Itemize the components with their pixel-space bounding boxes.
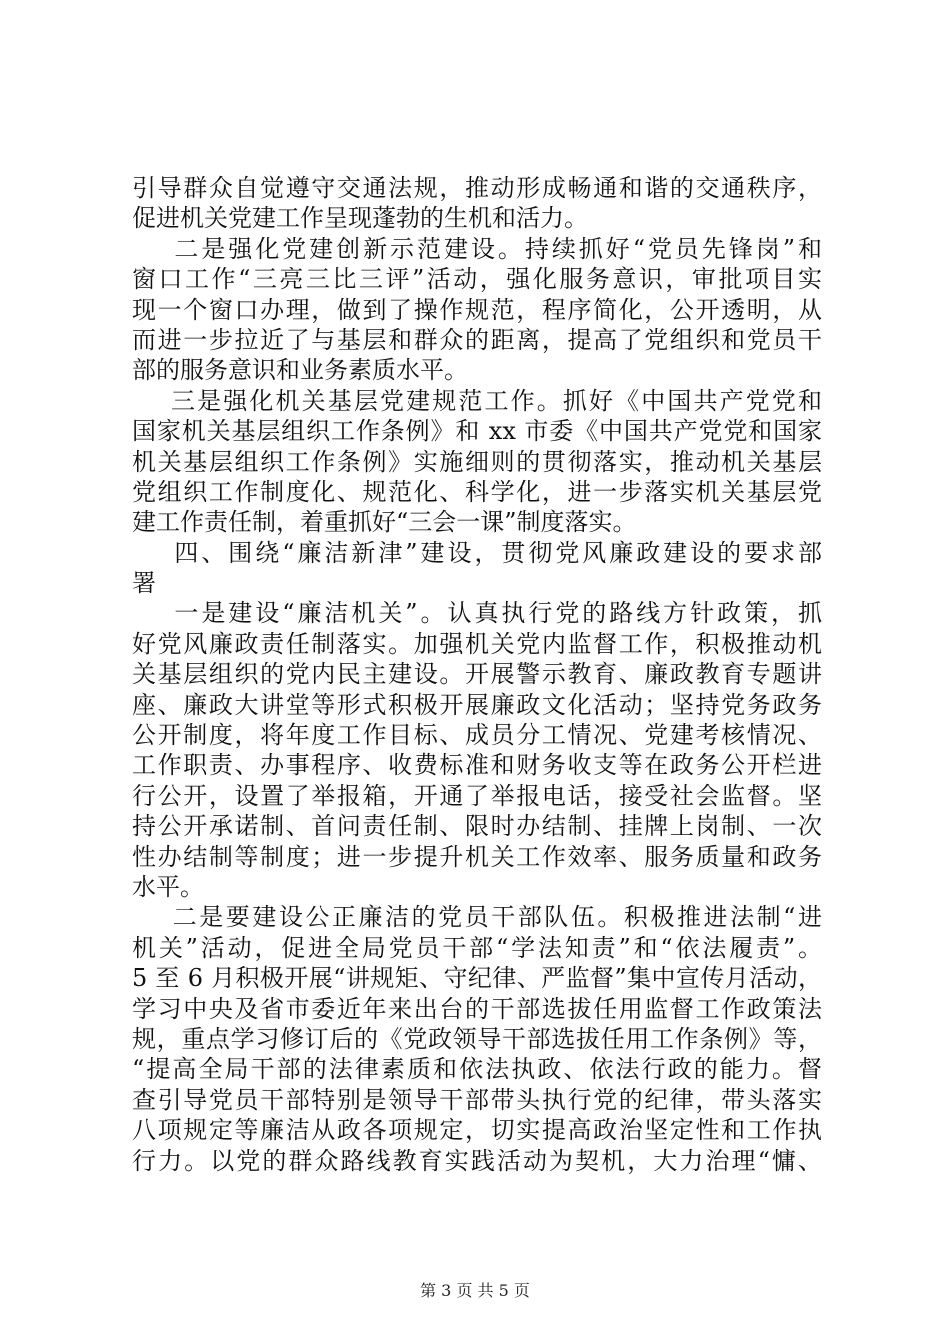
- text-line: 座、廉政大讲堂等形式积极开展廉政文化活动；坚持党务政务: [132, 690, 822, 719]
- text-line: 部的服务意识和业务素质水平。: [132, 356, 468, 385]
- text-line: 规，重点学习修订后的《党政领导干部选拔任用工作条例》等，: [132, 1024, 822, 1053]
- text-line: 关基层组织的党内民主建设。开展警示教育、廉政教育专题讲: [132, 660, 822, 689]
- text-line: 持公开承诺制、首问责任制、限时办结制、挂牌上岗制、一次: [132, 812, 822, 841]
- text-line: 水平。: [132, 872, 204, 901]
- text-line: 署: [132, 569, 156, 598]
- text-line: 引导群众自觉遵守交通法规，推动形成畅通和谐的交通秩序，: [132, 174, 822, 202]
- text-line: 一是建设“廉洁机关”。认真执行党的路线方针政策，抓: [132, 599, 822, 628]
- text-line: 促进机关党建工作呈现蓬勃的生机和活力。: [132, 204, 588, 233]
- text-line: 窗口工作“三亮三比三评”活动，强化服务意识，审批项目实: [132, 265, 822, 294]
- text-line: 5 至 6 月积极开展“讲规矩、守纪律、严监督”集中宣传月活动，: [132, 964, 822, 993]
- text-line: 国家机关基层组织工作条例》和 xx 市委《中国共产党党和国家: [132, 417, 822, 446]
- text-line: “提高全局干部的法律素质和依法执政、依法行政的能力。督: [132, 1055, 822, 1084]
- text-line: 行公开，设置了举报箱，开通了举报电话，接受社会监督。坚: [132, 781, 822, 810]
- text-line: 公开制度，将年度工作目标、成员分工情况、党建考核情况、: [132, 721, 822, 750]
- text-line: 现一个窗口办理，做到了操作规范，程序简化，公开透明，从: [132, 295, 822, 324]
- text-line: 党组织工作制度化、规范化、科学化，进一步落实机关基层党: [132, 477, 822, 506]
- text-line: 八项规定等廉洁从政各项规定，切实提高政治坚定性和工作执: [132, 1116, 822, 1145]
- text-line: 二是要建设公正廉洁的党员干部队伍。积极推进法制“进: [132, 903, 822, 932]
- text-line: 查引导党员干部特别是领导干部带头执行党的纪律，带头落实: [132, 1085, 822, 1114]
- text-line: 二是强化党建创新示范建设。持续抓好“党员先锋岗”和: [132, 234, 822, 263]
- text-line: 机关”活动，促进全局党员干部“学法知责”和“依法履责”。: [132, 933, 822, 962]
- text-line: 而进一步拉近了与基层和群众的距离，提高了党组织和党员干: [132, 325, 822, 354]
- text-line: 好党风廉政责任制落实。加强机关党内监督工作，积极推动机: [132, 629, 822, 658]
- text-line: 四、围绕“廉洁新津”建设，贯彻党风廉政建设的要求部: [132, 538, 822, 567]
- text-line: 三是强化机关基层党建规范工作。抓好《中国共产党党和: [132, 386, 822, 415]
- text-line: 学习中央及省市委近年来出台的干部选拔任用监督工作政策法: [132, 994, 822, 1023]
- text-line: 行力。以党的群众路线教育实践活动为契机，大力治理“慵、: [132, 1146, 822, 1175]
- text-line: 机关基层组织工作条例》实施细则的贯彻落实，推动机关基层: [132, 447, 822, 476]
- text-line: 性办结制等制度；进一步提升机关工作效率、服务质量和政务: [132, 842, 822, 871]
- text-line: 工作职责、办事程序、收费标准和财务收支等在政务公开栏进: [132, 751, 822, 780]
- text-line: 建工作责任制，着重抓好“三会一课”制度落实。: [132, 508, 637, 537]
- body-text: [132, 173, 822, 1176]
- page-footer: 第 3 页 共 5 页: [420, 1281, 530, 1300]
